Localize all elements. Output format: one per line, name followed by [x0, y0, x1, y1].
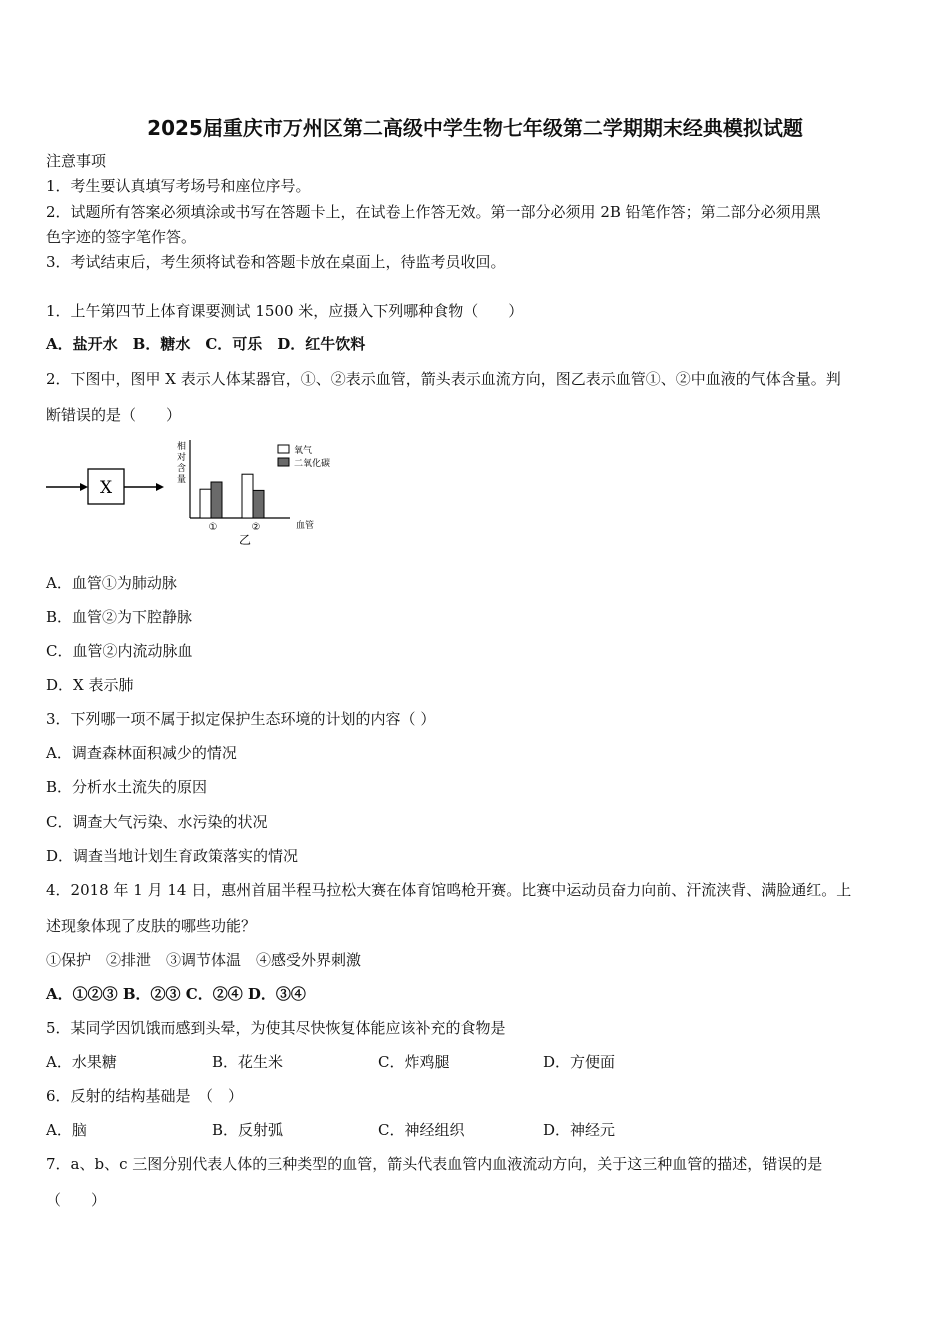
x-axis-label: 血管 — [296, 521, 315, 531]
x-tick-label: ① — [208, 522, 218, 533]
question-4-choices: ①保护 ②排泄 ③调节体温 ④感受外界刺激 — [46, 951, 362, 969]
question-2-option-b: B．血管②为下腔静脉 — [46, 608, 193, 626]
legend-co2-swatch — [278, 458, 289, 466]
legend-co2-label: 二氧化碳 — [294, 459, 331, 469]
question-4-options: A．①②③ B．②③ C．②④ D．③④ — [46, 985, 306, 1003]
arrow-out-head — [156, 483, 164, 491]
question-1-options: A．盐开水 B．糖水 C．可乐 D．红牛饮料 — [46, 335, 366, 353]
question-2-option-c: C．血管②内流动脉血 — [46, 642, 193, 660]
notice-item: 3．考试结束后，考生须将试卷和答题卡放在桌面上，待监考员收回。 — [46, 253, 506, 271]
notice-item: 2．试题所有答案必须填涂或书写在答题卡上，在试卷上作答无效。第一部分必须用 2B 铅笔作答；第二部分必须用黑 — [46, 203, 821, 221]
question-2-option-a: A．血管①为肺动脉 — [46, 574, 177, 592]
question-3-option-b: B．分析水土流失的原因 — [46, 778, 208, 796]
question-6-option-c: C．神经组织 — [378, 1121, 465, 1139]
question-3-option-d: D．调查当地计划生育政策落实的情况 — [46, 847, 299, 865]
question-3-option-c: C．调查大气污染、水污染的状况 — [46, 813, 268, 831]
question-7-stem: 7．a、b、c 三图分别代表人体的三种类型的血管，箭头代表血管内血液流动方向，关于这三种血管的描述，错误的是 — [46, 1155, 823, 1173]
question-2-stem-continued: 断错误的是（ ） — [46, 406, 182, 424]
question-3-option-a: A．调查森林面积减少的情况 — [46, 744, 237, 762]
question-5-option-c: C．炸鸡腿 — [378, 1053, 450, 1071]
question-2-option-d: D．X 表示肺 — [46, 676, 134, 694]
bars-group — [200, 474, 264, 518]
question-7-stem-continued: （ ） — [46, 1191, 107, 1209]
question-4-stem: 4．2018 年 1 月 14 日，惠州首届半程马拉松大赛在体育馆鸣枪开赛。比赛中运动员奋力向前、汗流浃背、满脸通红。上 — [46, 881, 852, 899]
question-5-stem: 5．某同学因饥饿而感到头晕，为使其尽快恢复体能应该补充的食物是 — [46, 1019, 506, 1037]
question-6-stem: 6．反射的结构基础是 （ ） — [46, 1087, 244, 1105]
question-5-option-b: B．花生米 — [212, 1053, 284, 1071]
question-6-option-d: D．神经元 — [543, 1121, 616, 1139]
question-2-figure — [40, 434, 360, 552]
y-axis-label-char: 含 — [177, 464, 187, 474]
bar-oxygen-1 — [200, 489, 211, 518]
bar-co2-1 — [211, 482, 222, 518]
organ-x-label: X — [99, 478, 113, 498]
question-6-option-b: B．反射弧 — [212, 1121, 284, 1139]
figure-svg — [40, 434, 360, 552]
notice-item: 1．考生要认真填写考场号和座位序号。 — [46, 177, 311, 195]
page-title: 2025届重庆市万州区第二高级中学生物七年级第二学期期末经典模拟试题 — [147, 116, 803, 140]
y-axis-label-char: 对 — [177, 453, 187, 463]
question-5-option-d: D．方便面 — [543, 1053, 616, 1071]
x-tick-label: ② — [251, 522, 261, 533]
legend-oxygen-swatch — [278, 445, 289, 453]
chart-caption: 乙 — [238, 533, 252, 547]
question-2-stem: 2．下图中，图甲 X 表示人体某器官，①、②表示血管，箭头表示血流方向，图乙表示血管①、②中血液的气体含量。判 — [46, 370, 841, 388]
y-axis-label-char: 相 — [177, 442, 187, 452]
question-3-stem: 3．下列哪一项不属于拟定保护生态环境的计划的内容（ ） — [46, 710, 436, 728]
arrow-in-head — [80, 483, 88, 491]
bar-oxygen-2 — [242, 474, 253, 518]
notice-heading: 注意事项 — [46, 152, 107, 170]
notice-item: 色字迹的签字笔作答。 — [46, 228, 197, 246]
y-axis-label-char: 量 — [177, 475, 187, 485]
question-4-stem-continued: 述现象体现了皮肤的哪些功能？ — [46, 917, 257, 935]
question-5-option-a: A．水果糖 — [46, 1053, 117, 1071]
question-6-option-a: A．脑 — [46, 1121, 87, 1139]
bar-co2-2 — [253, 490, 264, 518]
question-1-stem: 1．上午第四节上体育课要测试 1500 米，应摄入下列哪种食物（ ） — [46, 302, 524, 320]
legend-oxygen-label: 氧气 — [294, 446, 313, 456]
